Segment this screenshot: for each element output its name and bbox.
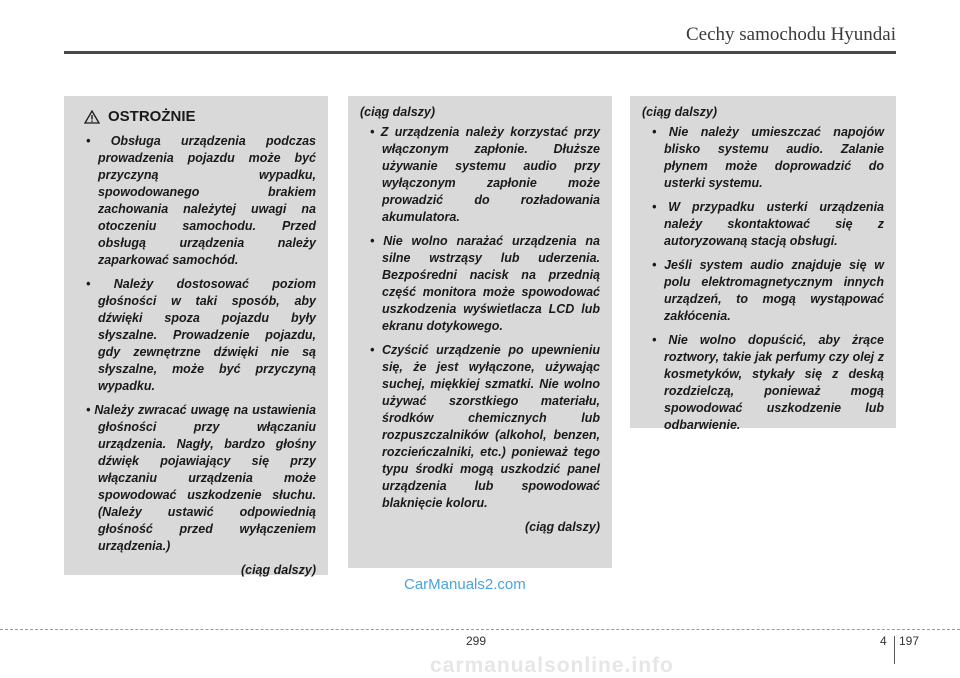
header-divider (64, 51, 896, 54)
site-watermark: carmanualsonline.info (430, 654, 674, 677)
warning-box-column-1 (64, 96, 328, 575)
page-header-title: Cechy samochodu Hyundai (685, 24, 896, 45)
bullet-item: • Z urządzenia należy korzystać przy włączonym zapłonie. Dłuższe używanie systemu audio przy wyłączonym zapłonie może prowadzić do rozładowania akumulatora. (370, 125, 600, 224)
section-number: 4 (880, 634, 887, 648)
continued-header: (ciąg dalszy) (642, 105, 718, 119)
bullet-item: • Należy dostosować poziom głośności w taki sposób, aby dźwięki spoza pojazdu były słyszalne. Prowadzenie pojazdu, gdy zewnętrzne dźwięki nie są słyszalne, może być przyczyną wypadku. (86, 277, 316, 393)
bullet-item: • Jeśli system audio znajduje się w polu elektromagnetycznym innych urządzeń, to mogą wystąpować zakłócenia. (652, 258, 884, 323)
continued-header: (ciąg dalszy) (360, 105, 436, 119)
section-divider (894, 636, 895, 664)
warning-heading (84, 108, 316, 125)
continued-label: (ciąg dalszy) (524, 520, 600, 534)
bullet-item: • Nie należy umieszczać napojów blisko systemu audio. Zalanie płynem może doprowadzić do usterki systemu. (652, 125, 884, 190)
warning-box-column-2 (348, 96, 612, 568)
warning-title: OSTROŻNIE (108, 108, 196, 125)
bullet-item: • W przypadku usterki urządzenia należy skontaktować się z autoryzowaną stacją obsługi. (652, 200, 884, 248)
page-number: 299 (466, 634, 487, 648)
bullet-item: • Nie wolno dopuścić, aby żrące roztwory, takie jak perfumy czy olej z kosmetyków, stykały się z deską rozdzielczą, ponieważ mogą spowodować uszkodzenie lub odbarwienie. (652, 333, 884, 432)
warning-box-column-3 (630, 96, 896, 432)
bullet-item: • Należy zwracać uwagę na ustawienia głośności przy włączaniu urządzenia. Nagły, bardzo głośny dźwięk pojawiający się przy włączaniu urządzenia może spowodować uszkodzenie słuchu. (Należy ustawić odpowiednią głośność przed wyłączeniem urządzenia.) (86, 403, 316, 553)
continued-label: (ciąg dalszy) (240, 563, 316, 577)
carmanuals-watermark-link[interactable]: CarManuals2.com (404, 576, 526, 593)
bullet-item: • Czyścić urządzenie po upewnieniu się, że jest wyłączone, używając suchej, miękkiej szmatki. Nie wolno używać szorstkiego materiału, środków chemicznych lub rozpuszczalników (alkohol, benzen, rozcieńczalniki, etc.) ponieważ tego typu środki mogą uszkodzić panel urządzenia lub spowodować blaknięcie koloru. (370, 343, 600, 510)
warning-triangle-icon (84, 110, 100, 124)
bullet-item: • Obsługa urządzenia podczas prowadzenia pojazdu może być przyczyną wypadku, spowodowanego brakiem zachowania należytej uwagi na otoczeniu samochodu. Przed obsługą urządzenia należy zaparkować samochód. (86, 134, 316, 267)
footer-divider (0, 629, 960, 630)
bullet-item: • Nie wolno narażać urządzenia na silne wstrząsy lub uderzenia. Bezpośredni nacisk na przednią część monitora może spowodować uszkodzenia wyświetlacza LCD lub ekranu dotykowego. (370, 234, 600, 333)
section-page-number: 197 (899, 634, 920, 648)
